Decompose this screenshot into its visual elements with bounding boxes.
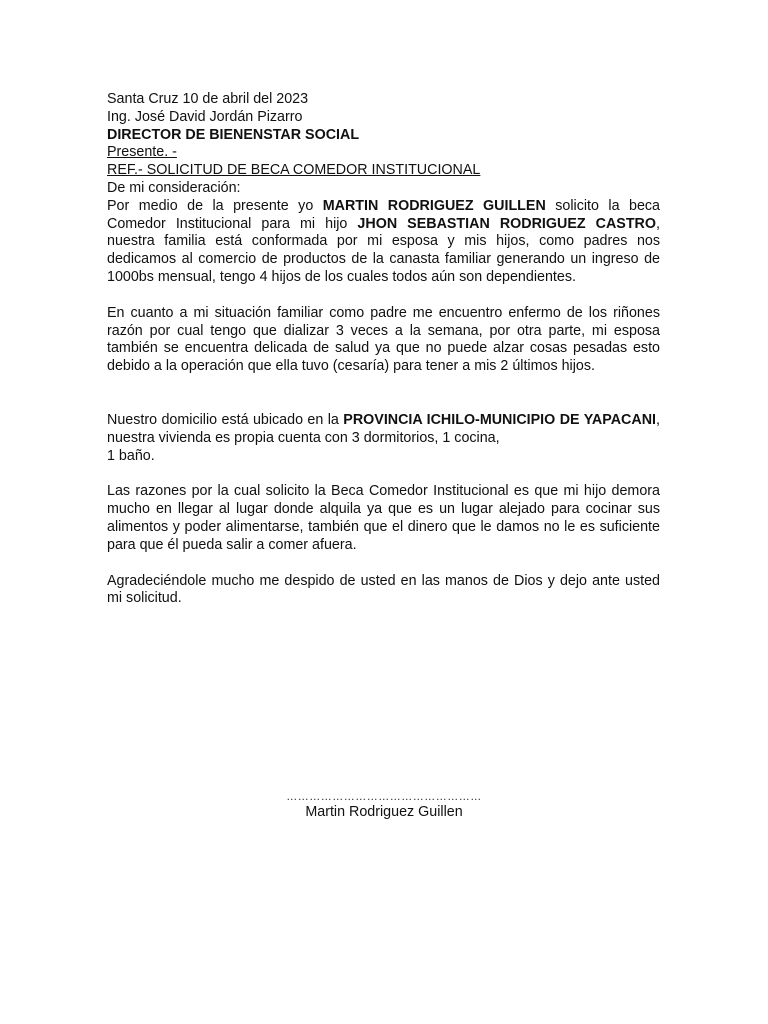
paragraph-spacer <box>107 287 660 305</box>
location-name: PROVINCIA ICHILO-MUNICIPIO DE YAPACANI <box>343 411 657 428</box>
letter-body <box>107 91 660 608</box>
paragraph-spacer <box>107 465 660 483</box>
paragraph-1-part-b: solicito la beca Comedor Institucional para mi hijo <box>107 197 660 232</box>
paragraph-address <box>107 412 660 465</box>
paragraph-family-situation: En cuanto a mi situación familiar como padre me encuentro enfermo de los riñones razón por cual tengo que dializar 3 veces a la semana, por otra parte, mi esposa también se encuentra delicada de salud ya que no puede alzar cosas pesadas esto debido a la operación que ella tuvo (cesaría) para tener a mis 2 últimos hijos. <box>107 304 660 375</box>
paragraph-spacer <box>107 555 660 573</box>
greeting-line: De mi consideración: <box>107 179 241 196</box>
paragraph-3-part-c: 1 baño. <box>107 447 155 464</box>
paragraph-1-part-c: , nuestra familia está conformada por mi esposa y mis hijos, como padres nos dedicamos al comercio de productos de la canasta familiar generando un ingreso de 1000bs mensual, tengo 4 hijos de los cuales todos aún son dependientes. <box>107 215 660 285</box>
paragraph-3-part-a: Nuestro domicilio está ubicado en la <box>107 411 344 428</box>
recipient-name: Ing. José David Jordán Pizarro <box>107 108 303 125</box>
son-name: JHON SEBASTIAN RODRIGUEZ CASTRO <box>357 215 656 232</box>
signature-line: …………………………………………… <box>286 791 482 803</box>
signature-block <box>0 790 768 822</box>
paragraph-spacer <box>107 376 660 412</box>
paragraph-3-part-b: , nuestra vivienda es propia cuenta con 3 dormitorios, 1 cocina, <box>107 411 660 446</box>
applicant-name: MARTIN RODRIGUEZ GUILLEN <box>322 197 546 214</box>
paragraph-introduction <box>107 198 660 287</box>
recipient-title: DIRECTOR DE BIENENSTAR SOCIAL <box>107 126 360 143</box>
presente-line: Presente. - <box>107 144 177 161</box>
paragraph-1-part-a: Por medio de la presente yo <box>107 197 323 214</box>
signature-name: Martin Rodriguez Guillen <box>305 804 463 820</box>
date-line: Santa Cruz 10 de abril del 2023 <box>107 91 309 107</box>
paragraph-reasons: Las razones por la cual solicito la Beca Comedor Institucional es que mi hijo demora mucho en llegar al lugar donde alquila ya que es un lugar alejado para cocinar sus alimentos y poder alimentarse, también que el dinero que le damos no le es suficiente para que él pueda salir a comer afuera. <box>107 483 660 553</box>
paragraph-closing: Agradeciéndole mucho me despido de usted en las manos de Dios y dejo ante usted mi solicitud. <box>107 572 660 607</box>
reference-line: REF.- SOLICITUD DE BECA COMEDOR INSTITUCIONAL <box>107 162 481 179</box>
